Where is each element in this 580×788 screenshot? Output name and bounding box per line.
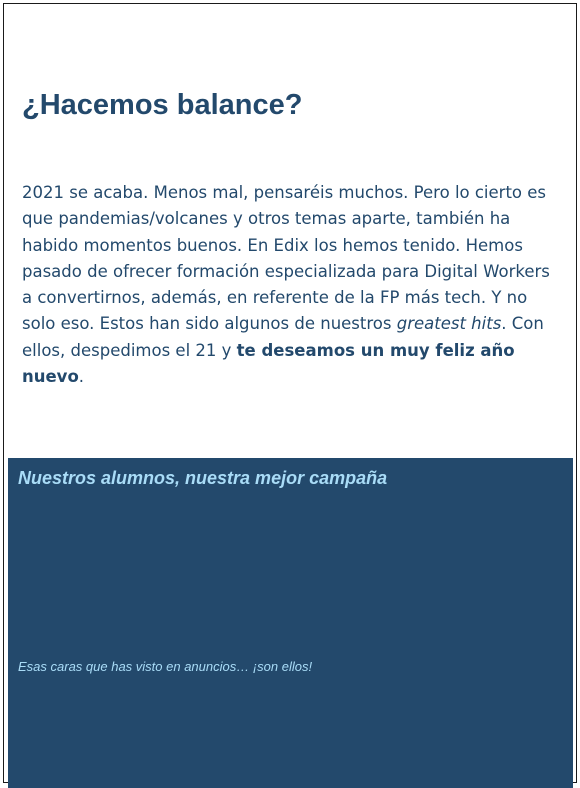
intro-paragraph <box>22 180 562 390</box>
intro-text-start: 2021 se acaba. Menos mal, pensaréis muchos. Pero lo cierto es que pandemias/volcanes y otros temas aparte, también ha habido momentos buenos. En Edix los hemos tenido. Hemos pasado de ofrecer formación especializada para Digital Workers a convertirnos, además, en referente de la FP más tech. Y no solo eso. Estos han sido algunos de nuestros <box>22 183 550 334</box>
intro-emphasis: greatest hits <box>396 314 502 334</box>
page-title: ¿Hacemos balance? <box>22 89 303 121</box>
feature-caption: Esas caras que has visto en anuncios… ¡son ellos! <box>18 659 313 674</box>
feature-panel <box>8 458 573 788</box>
feature-heading: Nuestros alumnos, nuestra mejor campaña <box>18 468 388 488</box>
intro-text-middle: . Con ellos, despedimos el 21 y <box>22 314 544 360</box>
intro-bold-wish: te deseamos un muy feliz año nuevo <box>22 340 515 387</box>
intro-text-end: . <box>78 367 85 387</box>
